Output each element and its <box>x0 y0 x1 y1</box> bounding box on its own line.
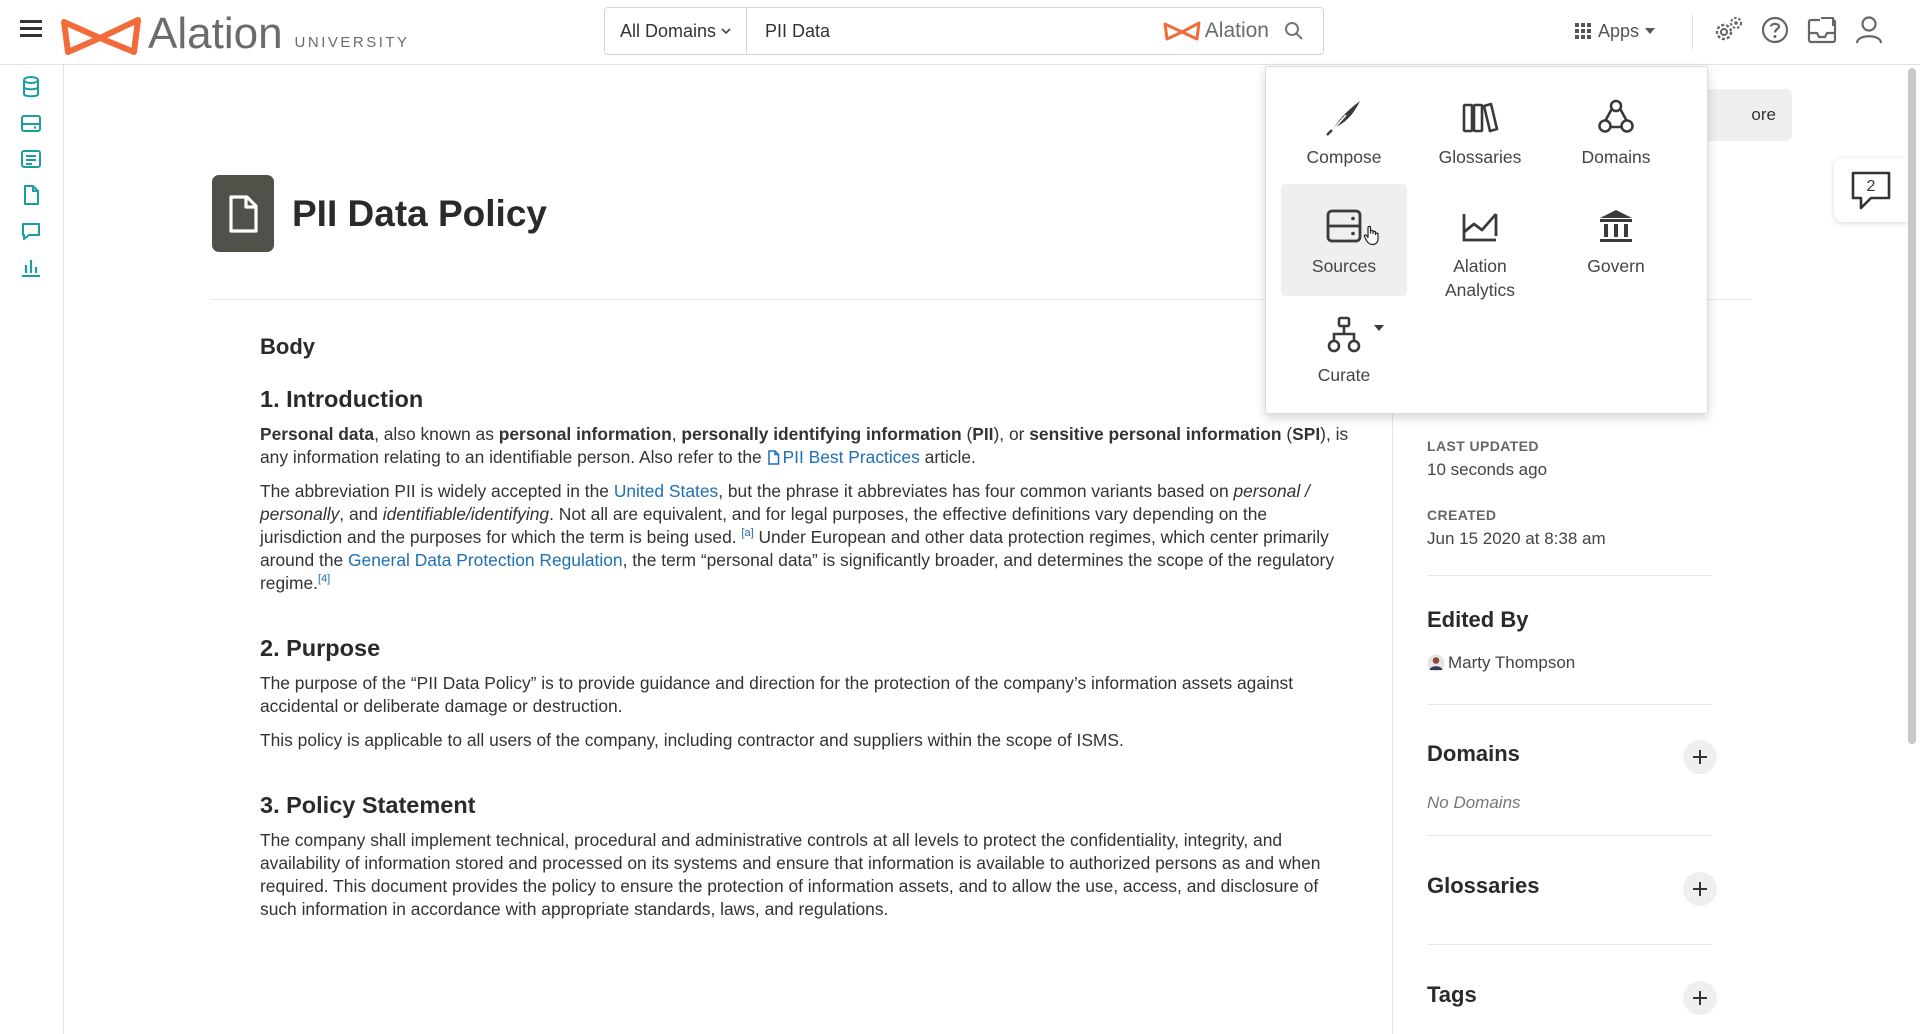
edited-by-heading: Edited By <box>1427 607 1529 632</box>
section-policy-statement <box>260 794 1350 921</box>
apps-button[interactable] <box>1574 18 1655 44</box>
table-icon[interactable] <box>19 147 43 171</box>
tray-icon[interactable] <box>19 111 43 135</box>
text: , <box>671 424 682 444</box>
page-header <box>212 175 547 252</box>
app-glossaries[interactable] <box>1417 75 1543 187</box>
bold-text: personally identifying information <box>681 424 962 444</box>
alation-university-logo[interactable] <box>60 6 410 56</box>
app-label: Curate <box>1317 365 1371 385</box>
comment-bubble-icon <box>1849 168 1893 212</box>
app-label: Domains <box>1581 147 1651 167</box>
text: ( <box>961 424 973 444</box>
app-alation-analytics[interactable] <box>1417 184 1543 302</box>
top-bar <box>0 0 1920 65</box>
created-value: Jun 15 2020 at 8:38 am <box>1427 529 1606 548</box>
text: The abbreviation PII is widely accepted in the <box>260 481 614 501</box>
comment-count: 2 <box>1866 178 1876 195</box>
apps-label: Apps <box>1598 20 1640 41</box>
feather-icon <box>1322 95 1366 139</box>
body-label: Body <box>260 334 315 359</box>
search-brand-text: Alation <box>1204 19 1269 42</box>
app-govern[interactable] <box>1553 184 1679 296</box>
help-icon[interactable] <box>1759 14 1791 46</box>
tags-heading: Tags <box>1427 982 1477 1007</box>
bold-text: SPI <box>1292 424 1321 444</box>
editor-row[interactable] <box>1427 653 1711 673</box>
text: , but the phrase it abbreviates has four common variants based on <box>718 481 1234 501</box>
more-button[interactable]: ore <box>1704 89 1792 141</box>
logo-text: Alation <box>148 9 283 58</box>
comments-tab[interactable] <box>1834 158 1908 222</box>
paragraph <box>260 480 1350 595</box>
app-label: Govern <box>1587 256 1645 276</box>
text: ), or <box>993 424 1030 444</box>
scrollbar-thumb[interactable] <box>1908 68 1916 744</box>
side-divider <box>1427 944 1711 945</box>
section-introduction <box>260 388 1350 595</box>
bold-text: sensitive personal information <box>1029 424 1282 444</box>
link-text: PII Best Practices <box>782 447 920 467</box>
search-bar <box>604 7 1324 55</box>
alation-bowtie-icon <box>60 16 142 56</box>
left-nav-rail <box>0 65 64 1034</box>
text: article. <box>919 447 976 467</box>
page-scrollbar[interactable] <box>1906 66 1918 1034</box>
domain-select-label: All Domains <box>619 20 717 41</box>
books-icon <box>1458 95 1502 139</box>
bank-icon <box>1594 204 1638 248</box>
server-icon <box>1322 204 1366 248</box>
app-label: Sources <box>1311 256 1377 276</box>
app-sources[interactable] <box>1281 184 1407 296</box>
text: ( <box>1281 424 1293 444</box>
plus-icon <box>1691 748 1709 766</box>
side-divider <box>1427 575 1711 576</box>
text: , the term “personal data” is significantly broader, and determines the scope of the regulatory regime. <box>260 550 1335 593</box>
bold-text: personal information <box>498 424 672 444</box>
caret-down-icon <box>1645 28 1655 34</box>
search-input[interactable] <box>747 8 1163 54</box>
paragraph: The purpose of the “PII Data Policy” is to provide guidance and direction for the protection of the company’s information assets against accidental or deliberate damage or destruction. <box>260 673 1294 716</box>
domains-empty-text: No Domains <box>1427 793 1521 812</box>
created-label: CREATED <box>1427 507 1497 523</box>
document-icon[interactable] <box>19 183 43 207</box>
glossaries-heading: Glossaries <box>1427 873 1540 898</box>
editor-name: Marty Thompson <box>1448 653 1576 672</box>
pii-best-practices-link[interactable] <box>767 447 920 467</box>
article-body <box>260 335 1350 963</box>
plus-icon <box>1691 880 1709 898</box>
side-divider <box>1427 704 1711 705</box>
add-glossary-button[interactable] <box>1683 872 1717 906</box>
domains-icon <box>1594 95 1638 139</box>
page-title: PII Data Policy <box>292 192 547 234</box>
hierarchy-icon <box>1322 313 1366 357</box>
bold-text: PII <box>972 424 994 444</box>
section-heading: 1. Introduction <box>260 386 424 412</box>
user-profile-icon[interactable] <box>1853 14 1885 46</box>
hamburger-menu-icon[interactable] <box>18 15 46 43</box>
side-divider <box>1427 835 1711 836</box>
avatar <box>1427 654 1445 672</box>
text: , also known as <box>374 424 499 444</box>
bold-text: Personal data <box>260 424 375 444</box>
mouse-pointer-icon <box>1363 224 1381 246</box>
text: , and <box>339 504 383 524</box>
search-brand <box>1163 19 1269 43</box>
plus-icon <box>1691 989 1709 1007</box>
italic-text: identifiable/identifying <box>382 504 550 524</box>
analytics-icon <box>1458 204 1502 248</box>
text: Under European and other data protection regimes, which center primarily around the <box>260 527 1329 570</box>
paragraph <box>260 423 1350 469</box>
last-updated-label: LAST UPDATED <box>1427 438 1539 454</box>
database-icon[interactable] <box>19 75 43 99</box>
footnote-4-link[interactable]: [4] <box>318 573 331 585</box>
logo-subtext: UNIVERSITY <box>294 34 410 51</box>
domains-heading: Domains <box>1427 741 1520 766</box>
app-curate[interactable] <box>1281 293 1407 405</box>
bar-chart-icon[interactable] <box>19 255 43 279</box>
section-purpose <box>260 637 1350 752</box>
add-tag-button[interactable] <box>1683 981 1717 1015</box>
app-compose[interactable] <box>1281 75 1407 187</box>
chevron-down-icon <box>721 27 731 35</box>
article-badge <box>212 175 274 252</box>
paragraph: This policy is applicable to all users of the company, including contractor and suppliers within the scope of ISMS. <box>260 730 1124 750</box>
text: ), is any information relating to an identifiable person. Also refer to the <box>260 424 1349 467</box>
app-label: Glossaries <box>1438 147 1522 167</box>
document-icon <box>225 194 261 234</box>
add-domain-button[interactable] <box>1683 740 1717 774</box>
italic-text: personal / personally <box>260 481 1310 524</box>
app-label: Alation Analytics <box>1444 256 1516 300</box>
search-icon[interactable] <box>1283 20 1305 42</box>
domain-select[interactable] <box>605 8 747 54</box>
united-states-link[interactable]: United States <box>613 481 719 501</box>
alation-bowtie-icon <box>1163 21 1201 41</box>
top-divider <box>1692 14 1693 50</box>
gdpr-link[interactable]: General Data Protection Regulation <box>348 550 623 570</box>
section-heading: 2. Purpose <box>260 635 381 661</box>
app-label: Compose <box>1306 147 1382 167</box>
apps-menu <box>1265 66 1708 414</box>
last-updated-value: 10 seconds ago <box>1427 460 1548 479</box>
paragraph: The company shall implement technical, procedural and administrative controls at all levels to protect the confidentiality, integrity, and availability of information stored and processed on its systems and ensure that information is available to authorized persons as and when required. This document provides the policy to ensure the protection of information assets, and to allow the use, access, and disclosure of such information in accordance with appropriate standards, laws, and regulations. <box>260 830 1321 919</box>
footnote-a-link[interactable]: [a] <box>741 527 754 539</box>
settings-gears-icon[interactable] <box>1712 14 1744 46</box>
section-heading: 3. Policy Statement <box>260 792 476 818</box>
caret-down-icon[interactable] <box>1374 325 1384 331</box>
text: . Not all are equivalent, and for legal purposes, the effective definitions vary depending on the jurisdiction and the purposes for which the term is being used. <box>260 504 1268 547</box>
conversation-icon[interactable] <box>19 219 43 243</box>
grid-icon <box>1574 22 1592 40</box>
inbox-icon[interactable] <box>1806 14 1838 46</box>
document-icon <box>767 450 780 465</box>
app-domains[interactable] <box>1553 75 1679 187</box>
side-panel <box>1392 335 1768 1034</box>
